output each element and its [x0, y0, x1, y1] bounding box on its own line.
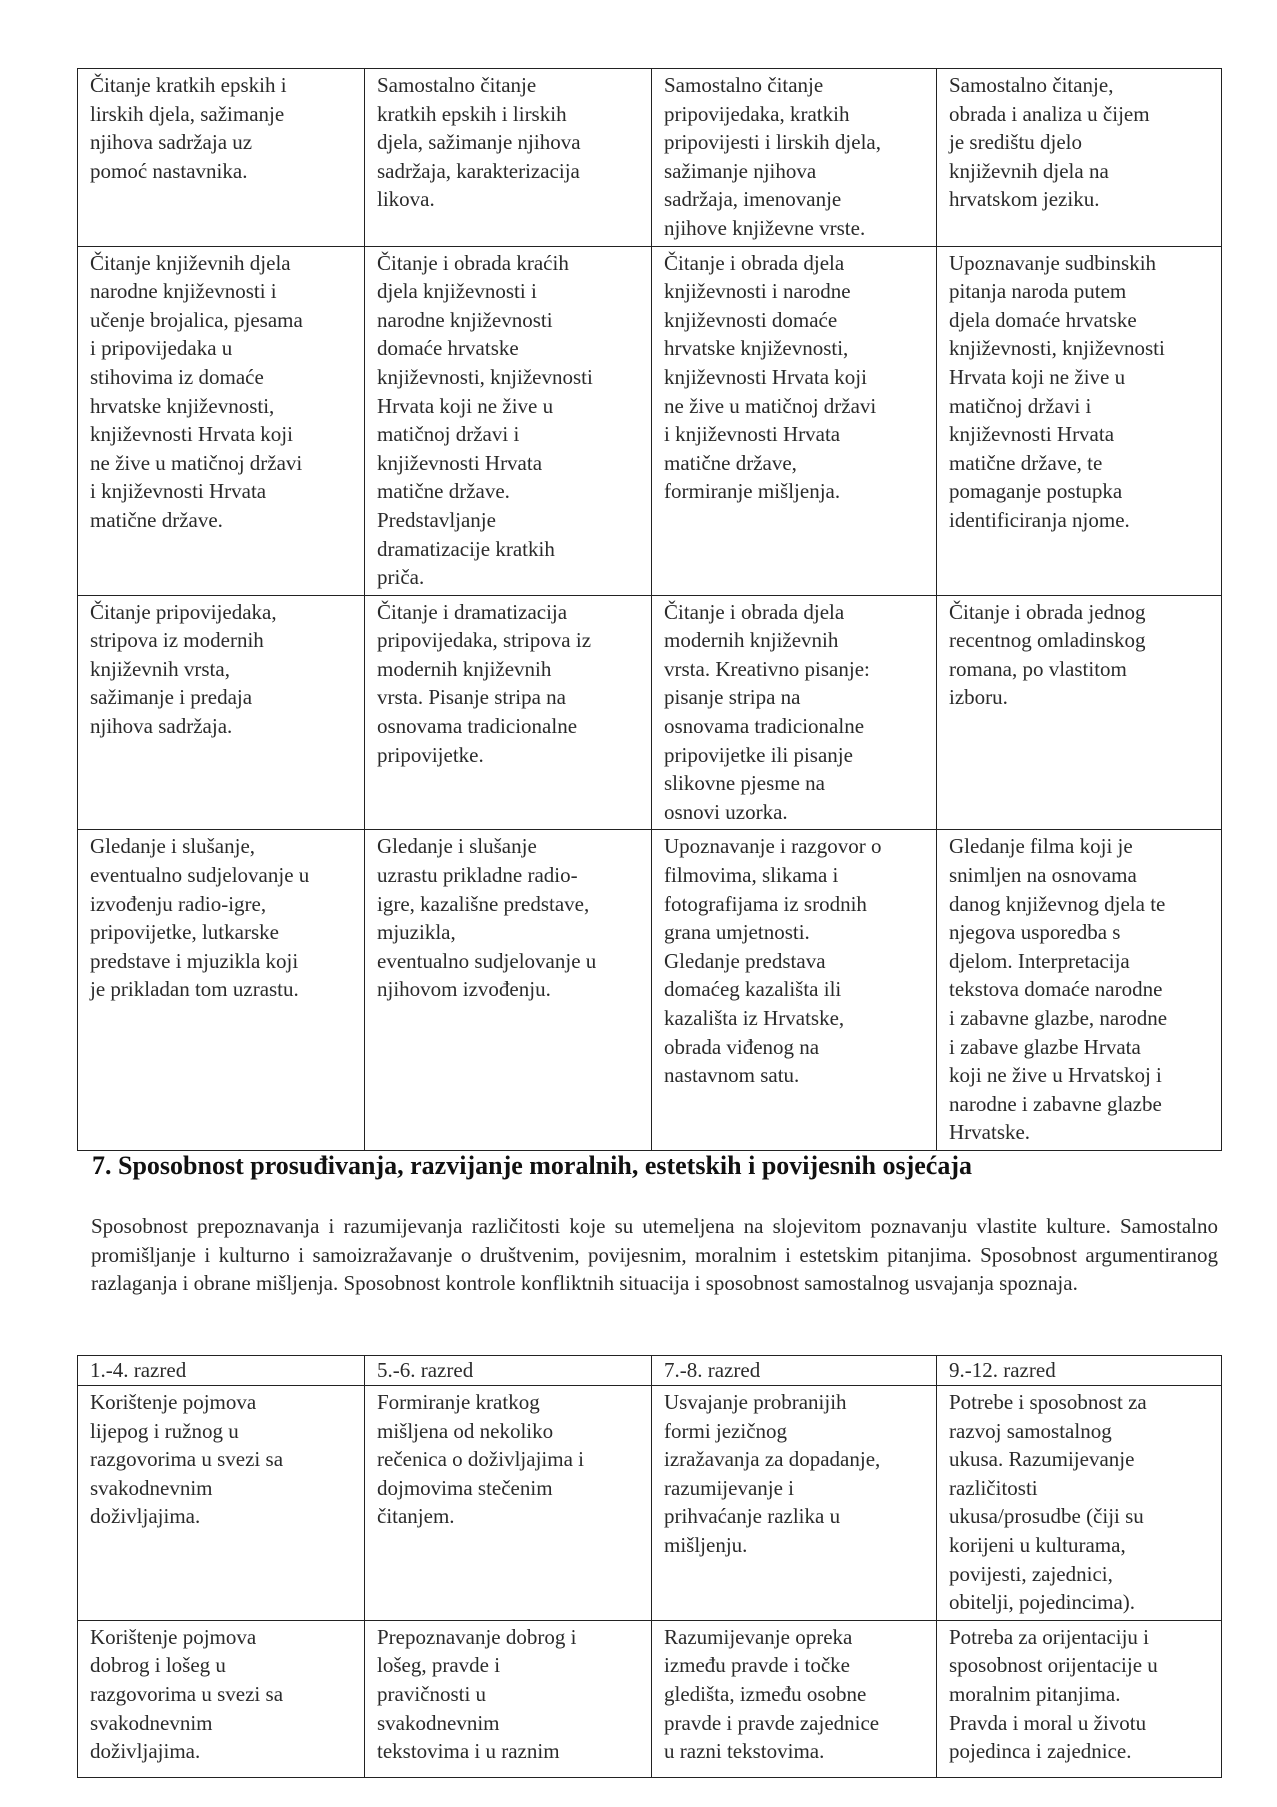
cell-text: Gledanje filma koji je snimljen na osnovama danog književnog djela te njegova usporedba s djelom. Interpretacija tekstova domaće narodne i zabavne glazbe, narodne i zabave glazbe Hrvata koji ne žive u Hrvatskoj i narodne i zabavne glazbe Hrvatske.	[949, 834, 1168, 1145]
table-cell	[652, 246, 937, 595]
table-row	[78, 69, 1222, 247]
table-cell	[652, 1620, 937, 1777]
cell-text: Upoznavanje sudbinskih pitanja naroda putem djela domaće hrvatske književnosti, književnosti Hrvata koji ne žive u matičnoj državi i književnosti Hrvata matične države, te pomaganje postupka identificiranja njome.	[949, 250, 1165, 532]
cell-text: Čitanje i obrada djela književnosti i narodne književnosti domaće hrvatske književnosti, književnosti Hrvata koji ne žive u matičnoj državi i književnosti Hrvata matične države, formiranje mišljenja.	[664, 250, 877, 504]
table-cell	[937, 595, 1222, 830]
table-cell	[78, 246, 365, 595]
cell-text: Samostalno čitanje, obrada i analiza u čijem je središtu djelo književnih djela na hrvatskom jeziku.	[949, 73, 1150, 212]
cell-text: Korištenje pojmova dobrog i lošeg u razgovorima u svezi sa svakodnevnim doživljajima.	[90, 1624, 284, 1764]
table-cell	[365, 595, 652, 830]
cell-text: Čitanje pripovijedaka, stripova iz modernih književnih vrsta, sažimanje i predaja njihova sadržaja.	[90, 599, 277, 739]
table-row	[78, 830, 1222, 1151]
cell-text: Čitanje književnih djela narodne književnosti i učenje brojalica, pjesama i pripovijedaka u stihovima iz domaće hrvatske književnosti, književnosti Hrvata koji ne žive u matičnoj državi i književnosti Hrvata matične države.	[90, 250, 303, 532]
cell-text: Čitanje i obrada djela modernih književnih vrsta. Kreativno pisanje: pisanje stripa na osnovama tradicionalne pripovijetke ili pisanje slikovne pjesme na osnovi uzorka.	[664, 599, 870, 824]
table-cell	[937, 246, 1222, 595]
table-cell	[652, 595, 937, 830]
table-cell	[937, 69, 1222, 247]
table-row	[78, 1386, 1222, 1621]
table-cell	[652, 69, 937, 247]
column-header	[78, 1356, 365, 1386]
cell-text: Upoznavanje i razgovor o filmovima, slikama i fotografijama iz srodnih grana umjetnosti. Gledanje predstava domaćeg kazališta ili kazališta iz Hrvatske, obrada viđenog na nastavnom satu.	[664, 834, 882, 1088]
table-cell	[78, 830, 365, 1151]
table-cell	[937, 1620, 1222, 1777]
header-text: 1.-4. razred	[90, 1358, 187, 1382]
table-cell	[365, 69, 652, 247]
cell-text: Korištenje pojmova lijepog i ružnog u razgovorima u svezi sa svakodnevnim doživljajima.	[90, 1390, 284, 1529]
table-cell	[365, 1620, 652, 1777]
section-heading: 7. Sposobnost prosuđivanja, razvijanje moralnih, estetskih i povijesnih osjećaja	[92, 1151, 972, 1180]
table-cell	[78, 1620, 365, 1777]
table-cell	[365, 1386, 652, 1621]
table-cell	[937, 1386, 1222, 1621]
header-text: 7.-8. razred	[664, 1358, 761, 1382]
table-cell	[78, 1386, 365, 1621]
cell-text: Usvajanje probranijih formi jezičnog izražavanja za dopadanje, razumijevanje i prihvaćanje razlika u mišljenju.	[664, 1390, 881, 1557]
cell-text: Čitanje kratkih epskih i lirskih djela, sažimanje njihova sadržaja uz pomoć nastavnika.	[90, 73, 287, 183]
cell-text: Potreba za orijentaciju i sposobnost orijentacije u moralnim pitanjima. Pravda i moral u životu pojedinca i zajednice.	[949, 1624, 1158, 1764]
table-row	[78, 246, 1222, 595]
header-text: 5.-6. razred	[377, 1358, 474, 1382]
column-header	[652, 1356, 937, 1386]
curriculum-table-bottom	[77, 1355, 1222, 1778]
table-row	[78, 1620, 1222, 1777]
table-cell	[78, 595, 365, 830]
table-cell	[365, 830, 652, 1151]
column-header	[365, 1356, 652, 1386]
cell-text: Čitanje i obrada kraćih djela književnosti i narodne književnosti domaće hrvatske književnosti, književnosti Hrvata koji ne žive u matičnoj državi i književnosti Hrvata matične države. Predstavljanje dramatizacije kratkih priča.	[377, 250, 593, 590]
cell-text: Razumijevanje opreka između pravde i točke gledišta, između osobne pravde i pravde zajednice u razni tekstovima.	[664, 1624, 880, 1764]
cell-text: Čitanje i dramatizacija pripovijedaka, stripova iz modernih književnih vrsta. Pisanje stripa na osnovama tradicionalne pripovijetke.	[377, 599, 592, 767]
curriculum-table-top	[77, 68, 1222, 1151]
cell-text: Čitanje i obrada jednog recentnog omladinskog romana, po vlastitom izboru.	[949, 599, 1146, 710]
cell-text: Gledanje i slušanje uzrastu prikladne radio- igre, kazališne predstave, mjuzikla, eventualno sudjelovanje u njihovom izvođenju.	[377, 834, 597, 1002]
column-header	[937, 1356, 1222, 1386]
cell-text: Gledanje i slušanje, eventualno sudjelovanje u izvođenju radio-igre, pripovijetke, lutkarske predstave i mjuzikla koji je prikladan tom uzrastu.	[90, 834, 310, 1002]
cell-text: Potrebe i sposobnost za razvoj samostalnog ukusa. Razumijevanje različitosti ukusa/prosudbe (čiji su korijeni u kulturama, povijesti, zajednici, obitelji, pojedincima).	[949, 1390, 1147, 1615]
table-cell	[937, 830, 1222, 1151]
table-row	[78, 595, 1222, 830]
section-paragraph: Sposobnost prepoznavanja i razumijevanja različitosti koje su utemeljena na slojevitom poznavanju vlastite kulture. Samostalno promišljanje i kulturno i samoizražavanje o društvenim, povijesnim, moralnim i estetskim pitanjima. Sposobnost argumentiranog razlaganja i obrane mišljenja. Sposobnost kontrole konfliktnih situacija i sposobnost samostalnog usvajanja spoznaja.	[91, 1214, 1218, 1296]
table-cell	[652, 1386, 937, 1621]
table-header-row	[78, 1356, 1222, 1386]
cell-text: Samostalno čitanje kratkih epskih i lirskih djela, sažimanje njihova sadržaja, karakterizacija likova.	[377, 73, 581, 212]
table-cell	[652, 830, 937, 1151]
table-cell	[365, 246, 652, 595]
cell-text: Formiranje kratkog mišljena od nekoliko rečenica o doživljajima i dojmovima stečenim čitanjem.	[377, 1390, 584, 1529]
cell-text: Samostalno čitanje pripovijedaka, kratkih pripovijesti i lirskih djela, sažimanje njihova sadržaja, imenovanje njihove književne vrste.	[664, 73, 881, 240]
table-cell	[78, 69, 365, 247]
cell-text: Prepoznavanje dobrog i lošeg, pravde i pravičnosti u svakodnevnim tekstovima i u raznim	[377, 1624, 577, 1764]
header-text: 9.-12. razred	[949, 1358, 1056, 1382]
